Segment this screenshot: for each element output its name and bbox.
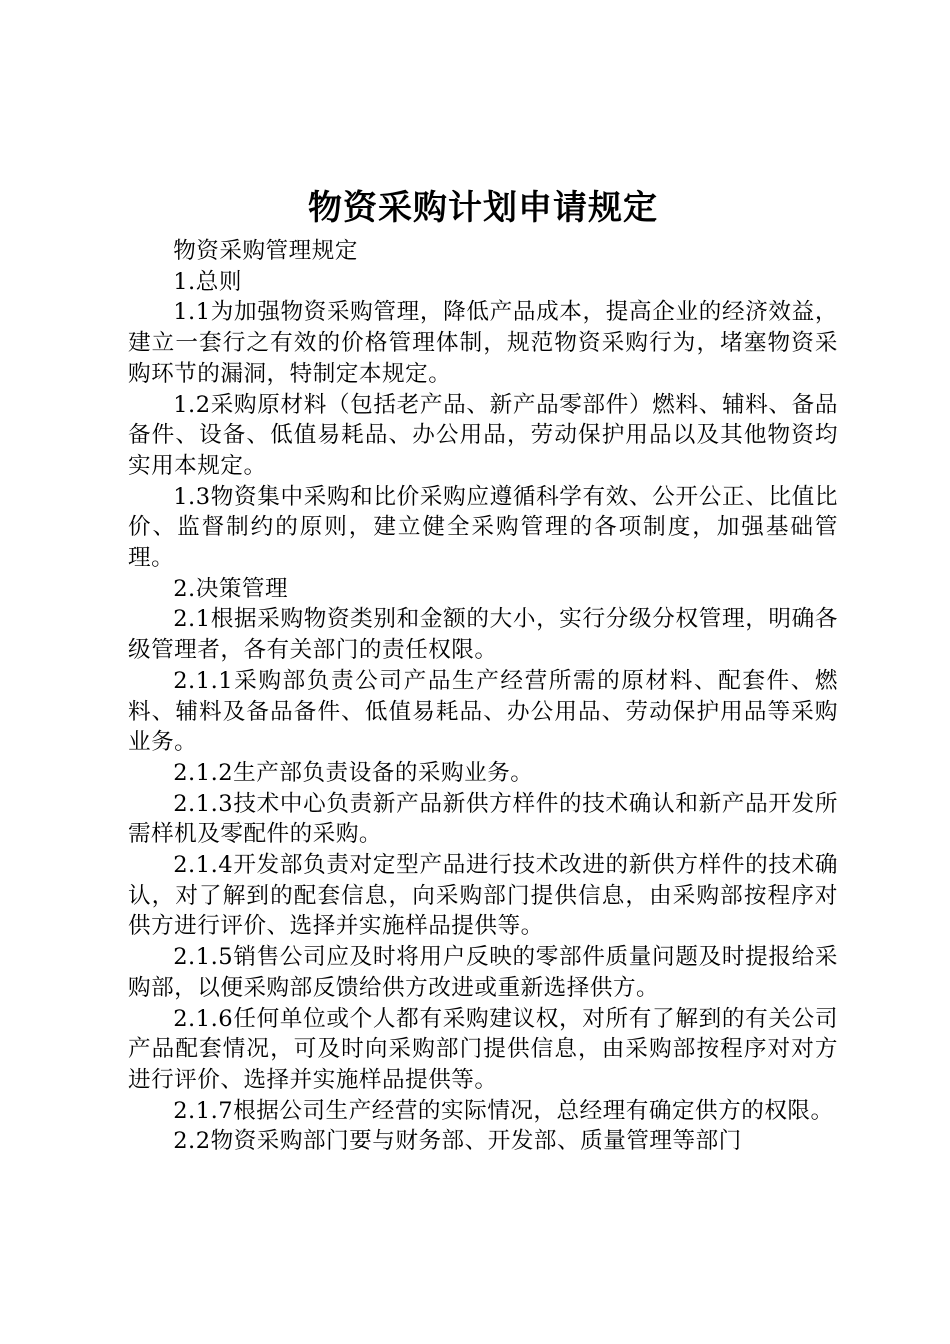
paragraph-subtitle: 物资采购管理规定 — [173, 238, 358, 264]
section-heading-1: 1.总则 — [173, 268, 242, 295]
clause-2-1-2: 2.1.2生产部负责设备的采购业务。 — [173, 759, 534, 786]
clause-2-1-7: 2.1.7根据公司生产经营的实际情况，总经理有确定供方的权限。 — [173, 1097, 834, 1124]
clause-2-1-1: 2.1.1采购部负责公司产品生产经营所需的原材料、配套件、燃料、辅料及备品备件、低值易耗品、办公用品、劳动保护用品等采购业务。 — [128, 667, 838, 756]
clause-2-1-6: 2.1.6任何单位或个人都有采购建议权，对所有了解到的有关公司产品配套情况，可及时向采购部门提供信息，由采购部按程序对对方进行评价、选择并实施样品提供等。 — [128, 1005, 838, 1093]
clause-2-1-4: 2.1.4开发部负责对定型产品进行技术改进的新供方样件的技术确认，对了解到的配套信息，向采购部门提供信息，由采购部按程序对供方进行评价、选择并实施样品提供等。 — [128, 852, 838, 940]
clause-1-2: 1.2采购原材料（包括老产品、新产品零部件）燃料、辅料、备品备件、设备、低值易耗品、办公用品，劳动保护用品以及其他物资均实用本规定。 — [128, 391, 838, 479]
clause-2-1-5: 2.1.5销售公司应及时将用户反映的零部件质量问题及时提报给采购部，以便采购部反馈给供方改进或重新选择供方。 — [128, 944, 838, 1001]
document-page — [128, 180, 838, 1157]
clause-2-1-3: 2.1.3技术中心负责新产品新供方样件的技术确认和新产品开发所需样机及零配件的采购。 — [128, 790, 838, 848]
clause-2-1: 2.1根据采购物资类别和金额的大小，实行分级分权管理，明确各级管理者，各有关部门的责任权限。 — [128, 606, 838, 664]
section-heading-2: 2.决策管理 — [173, 575, 289, 602]
document-title: 物资采购计划申请规定 — [308, 188, 658, 228]
clause-1-1: 1.1为加强物资采购管理，降低产品成本，提高企业的经济效益，建立一套行之有效的价格管理体制，规范物资采购行为，堵塞物资采购环节的漏洞，特制定本规定。 — [128, 299, 838, 387]
document-body — [128, 236, 838, 1157]
clause-2-2: 2.2物资采购部门要与财务部、开发部、质量管理等部门 — [173, 1128, 742, 1155]
clause-1-3: 1.3物资集中采购和比价采购应遵循科学有效、公开公正、比值比价、监督制约的原则，建立健全采购管理的各项制度，加强基础管理。 — [128, 483, 838, 572]
